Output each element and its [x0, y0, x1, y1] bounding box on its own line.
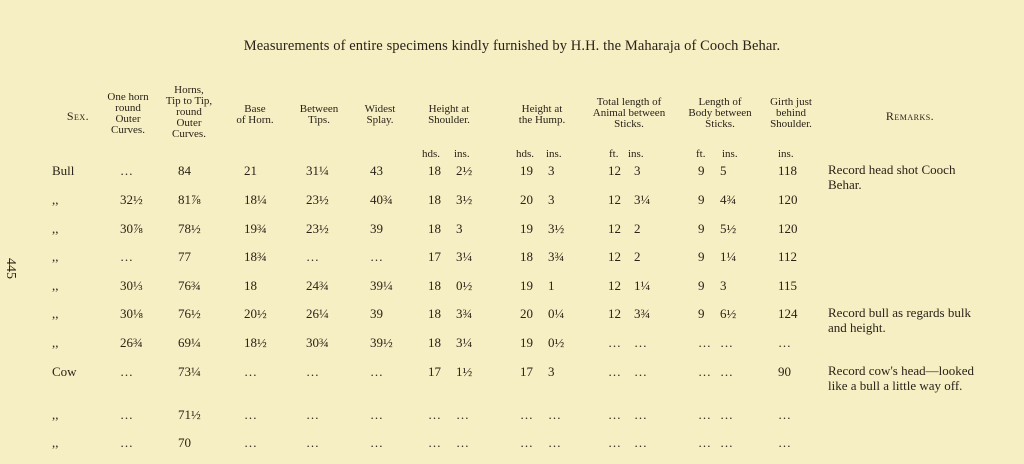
cell-one-horn: 30⅞ [120, 221, 143, 236]
cell-tl-ins: 1¼ [634, 278, 651, 293]
cell-base: … [244, 407, 257, 422]
cell-hh-hds: … [520, 435, 533, 450]
cell-sex: ,, [52, 335, 59, 350]
header-remarks: Remarks. [885, 109, 935, 123]
cell-hs-hds: 18 [428, 278, 441, 293]
cell-tl-ins: 2 [634, 221, 641, 236]
cell-hh-ins: 3½ [548, 221, 565, 236]
cell-hs-ins: 3¼ [456, 335, 473, 350]
cell-bl-ft: … [698, 335, 711, 350]
cell-bl-ins: 5 [720, 163, 727, 178]
cell-horns-tip: 71½ [178, 407, 201, 422]
cell-widest-splay: … [370, 435, 383, 450]
cell-girth: 112 [778, 249, 798, 264]
header-base: Base of Horn. [236, 103, 274, 126]
cell-sex: ,, [52, 192, 59, 207]
cell-horns-tip: 84 [178, 163, 191, 178]
cell-sex: Cow [52, 364, 77, 379]
cell-hh-hds: 19 [520, 221, 533, 236]
cell-bl-ft: … [698, 435, 711, 450]
cell-hs-hds: 18 [428, 306, 441, 321]
cell-one-horn: … [120, 249, 133, 264]
cell-tl-ins: … [634, 435, 647, 450]
cell-girth: 120 [778, 221, 798, 236]
cell-hh-ins: 1 [548, 278, 555, 293]
cell-between-tips: 26¼ [306, 306, 329, 321]
cell-base: 18 [244, 278, 257, 293]
cell-bl-ft: 9 [698, 221, 705, 236]
unit-girth-ins: ins. [778, 148, 794, 160]
cell-hs-ins: … [456, 435, 469, 450]
unit-hh-ins: ins. [546, 148, 562, 160]
cell-hs-hds: … [428, 407, 441, 422]
cell-between-tips: 30¾ [306, 335, 329, 350]
cell-bl-ft: … [698, 364, 711, 379]
cell-between-tips: … [306, 407, 319, 422]
cell-girth: 118 [778, 163, 798, 178]
cell-between-tips: 31¼ [306, 163, 329, 178]
cell-hh-hds: 17 [520, 364, 533, 379]
cell-tl-ft: … [608, 435, 621, 450]
cell-between-tips: … [306, 435, 319, 450]
cell-base: 18¼ [244, 192, 267, 207]
cell-bl-ft: 9 [698, 249, 705, 264]
cell-bl-ft: 9 [698, 163, 705, 178]
cell-sex: ,, [52, 435, 59, 450]
cell-remark: Record bull as regards bulk and height. [828, 305, 971, 335]
cell-girth: … [778, 407, 791, 422]
cell-widest-splay: 40¾ [370, 192, 393, 207]
cell-horns-tip: 76½ [178, 306, 201, 321]
cell-sex: ,, [52, 221, 59, 236]
cell-widest-splay: 39 [370, 221, 383, 236]
cell-between-tips: 23½ [306, 221, 329, 236]
cell-tl-ins: 3¼ [634, 192, 651, 207]
cell-bl-ins: … [720, 364, 733, 379]
cell-bl-ft: 9 [698, 192, 705, 207]
cell-bl-ins: 5½ [720, 221, 737, 236]
cell-between-tips: 24¾ [306, 278, 329, 293]
cell-one-horn: … [120, 407, 133, 422]
cell-hs-hds: 17 [428, 249, 441, 264]
cell-hs-hds: 18 [428, 335, 441, 350]
cell-sex: ,, [52, 306, 59, 321]
cell-base: 18¾ [244, 249, 267, 264]
cell-bl-ins: 6½ [720, 306, 737, 321]
cell-tl-ins: … [634, 364, 647, 379]
cell-hs-ins: 0½ [456, 278, 473, 293]
cell-horns-tip: 78½ [178, 221, 201, 236]
cell-hs-hds: … [428, 435, 441, 450]
cell-one-horn: … [120, 163, 133, 178]
cell-girth: 124 [778, 306, 798, 321]
cell-between-tips: … [306, 364, 319, 379]
unit-hs-ins: ins. [454, 148, 470, 160]
cell-hh-ins: 3¾ [548, 249, 565, 264]
cell-one-horn: 30⅛ [120, 306, 143, 321]
page-number: 445 [3, 258, 18, 279]
cell-hs-ins: 3¾ [456, 306, 473, 321]
cell-hs-hds: 17 [428, 364, 441, 379]
cell-horns-tip: 73¼ [178, 364, 201, 379]
cell-horns-tip: 81⅞ [178, 192, 201, 207]
cell-hs-ins: 3¼ [456, 249, 473, 264]
cell-sex: ,, [52, 249, 59, 264]
cell-one-horn: 32½ [120, 192, 143, 207]
cell-tl-ft: 12 [608, 306, 621, 321]
cell-hh-hds: … [520, 407, 533, 422]
cell-widest-splay: 39¼ [370, 278, 393, 293]
cell-bl-ins: … [720, 435, 733, 450]
unit-hs-hds: hds. [422, 148, 441, 160]
cell-bl-ins: … [720, 407, 733, 422]
unit-bl-ins: ins. [722, 148, 738, 160]
cell-base: 18½ [244, 335, 267, 350]
cell-hs-ins: 3 [456, 221, 463, 236]
cell-tl-ins: … [634, 407, 647, 422]
cell-one-horn: 26¾ [120, 335, 143, 350]
cell-base: 19¾ [244, 221, 267, 236]
cell-bl-ins: 4¾ [720, 192, 737, 207]
cell-one-horn: 30⅓ [120, 278, 143, 293]
cell-hs-hds: 18 [428, 192, 441, 207]
cell-tl-ins: … [634, 335, 647, 350]
cell-hh-ins: 3 [548, 364, 555, 379]
cell-hh-ins: 3 [548, 163, 555, 178]
cell-bl-ins: … [720, 335, 733, 350]
cell-one-horn: … [120, 364, 133, 379]
header-body-length: Length of Body between Sticks. [688, 96, 752, 130]
cell-hh-hds: 19 [520, 278, 533, 293]
page-title: Measurements of entire specimens kindly furnished by H.H. the Maharaja of Cooch Behar. [243, 38, 781, 54]
cell-between-tips: … [306, 249, 319, 264]
cell-widest-splay: … [370, 407, 383, 422]
cell-hh-ins: 0½ [548, 335, 565, 350]
cell-widest-splay: … [370, 249, 383, 264]
cell-hh-hds: 19 [520, 335, 533, 350]
cell-bl-ft: … [698, 407, 711, 422]
cell-sex: ,, [52, 407, 59, 422]
cell-tl-ft: … [608, 335, 621, 350]
cell-remark: Record head shot Cooch Behar. [828, 162, 956, 192]
cell-tl-ft: … [608, 407, 621, 422]
cell-hh-hds: 20 [520, 192, 533, 207]
cell-girth: 120 [778, 192, 798, 207]
cell-base: … [244, 435, 257, 450]
cell-hh-hds: 20 [520, 306, 533, 321]
cell-hs-ins: … [456, 407, 469, 422]
header-girth: Girth just behind Shoulder. [770, 96, 812, 130]
cell-remark: Record cow's head—looked like a bull a little way off. [828, 363, 975, 393]
unit-tl-ins: ins. [628, 148, 644, 160]
cell-hh-ins: … [548, 407, 561, 422]
cell-girth: … [778, 435, 791, 450]
header-total-length: Total length of Animal between Sticks. [592, 96, 666, 130]
cell-hh-ins: … [548, 435, 561, 450]
cell-widest-splay: 39½ [370, 335, 393, 350]
cell-hs-ins: 1½ [456, 364, 473, 379]
cell-horns-tip: 69¼ [178, 335, 201, 350]
cell-one-horn: … [120, 435, 133, 450]
cell-tl-ins: 2 [634, 249, 641, 264]
header-widest-splay: Widest Splay. [364, 103, 396, 126]
header-height-hump: Height at the Hump. [518, 103, 566, 126]
header-one-horn: One horn round Outer Curves. [107, 91, 149, 136]
cell-base: 21 [244, 163, 257, 178]
cell-between-tips: 23½ [306, 192, 329, 207]
header-between-tips: Between Tips. [299, 103, 339, 126]
cell-tl-ft: 12 [608, 249, 621, 264]
cell-hh-ins: 0¼ [548, 306, 565, 321]
cell-tl-ft: 12 [608, 192, 621, 207]
cell-hs-ins: 2½ [456, 163, 473, 178]
header-horns-tip: Horns, Tip to Tip, round Outer Curves. [165, 84, 213, 140]
cell-tl-ft: 12 [608, 163, 621, 178]
cell-hh-hds: 18 [520, 249, 533, 264]
cell-tl-ins: 3¾ [634, 306, 651, 321]
cell-widest-splay: … [370, 364, 383, 379]
cell-hs-ins: 3½ [456, 192, 473, 207]
cell-widest-splay: 39 [370, 306, 383, 321]
cell-hh-hds: 19 [520, 163, 533, 178]
cell-hs-hds: 18 [428, 163, 441, 178]
cell-girth: 115 [778, 278, 798, 293]
cell-bl-ins: 3 [720, 278, 727, 293]
cell-tl-ft: 12 [608, 221, 621, 236]
cell-hh-ins: 3 [548, 192, 555, 207]
cell-bl-ft: 9 [698, 278, 705, 293]
cell-hs-hds: 18 [428, 221, 441, 236]
cell-tl-ft: 12 [608, 278, 621, 293]
cell-girth: … [778, 335, 791, 350]
cell-widest-splay: 43 [370, 163, 383, 178]
header-sex: Sex. [66, 109, 90, 123]
cell-tl-ins: 3 [634, 163, 641, 178]
unit-tl-ft: ft. [609, 148, 619, 160]
header-height-shoulder: Height at Shoulder. [428, 103, 470, 126]
cell-bl-ins: 1¼ [720, 249, 737, 264]
cell-horns-tip: 77 [178, 249, 191, 264]
cell-base: … [244, 364, 257, 379]
cell-sex: Bull [52, 163, 75, 178]
cell-sex: ,, [52, 278, 59, 293]
unit-hh-hds: hds. [516, 148, 535, 160]
cell-base: 20½ [244, 306, 267, 321]
unit-bl-ft: ft. [696, 148, 706, 160]
cell-girth: 90 [778, 364, 791, 379]
cell-horns-tip: 70 [178, 435, 191, 450]
cell-bl-ft: 9 [698, 306, 705, 321]
cell-tl-ft: … [608, 364, 621, 379]
cell-horns-tip: 76¾ [178, 278, 201, 293]
